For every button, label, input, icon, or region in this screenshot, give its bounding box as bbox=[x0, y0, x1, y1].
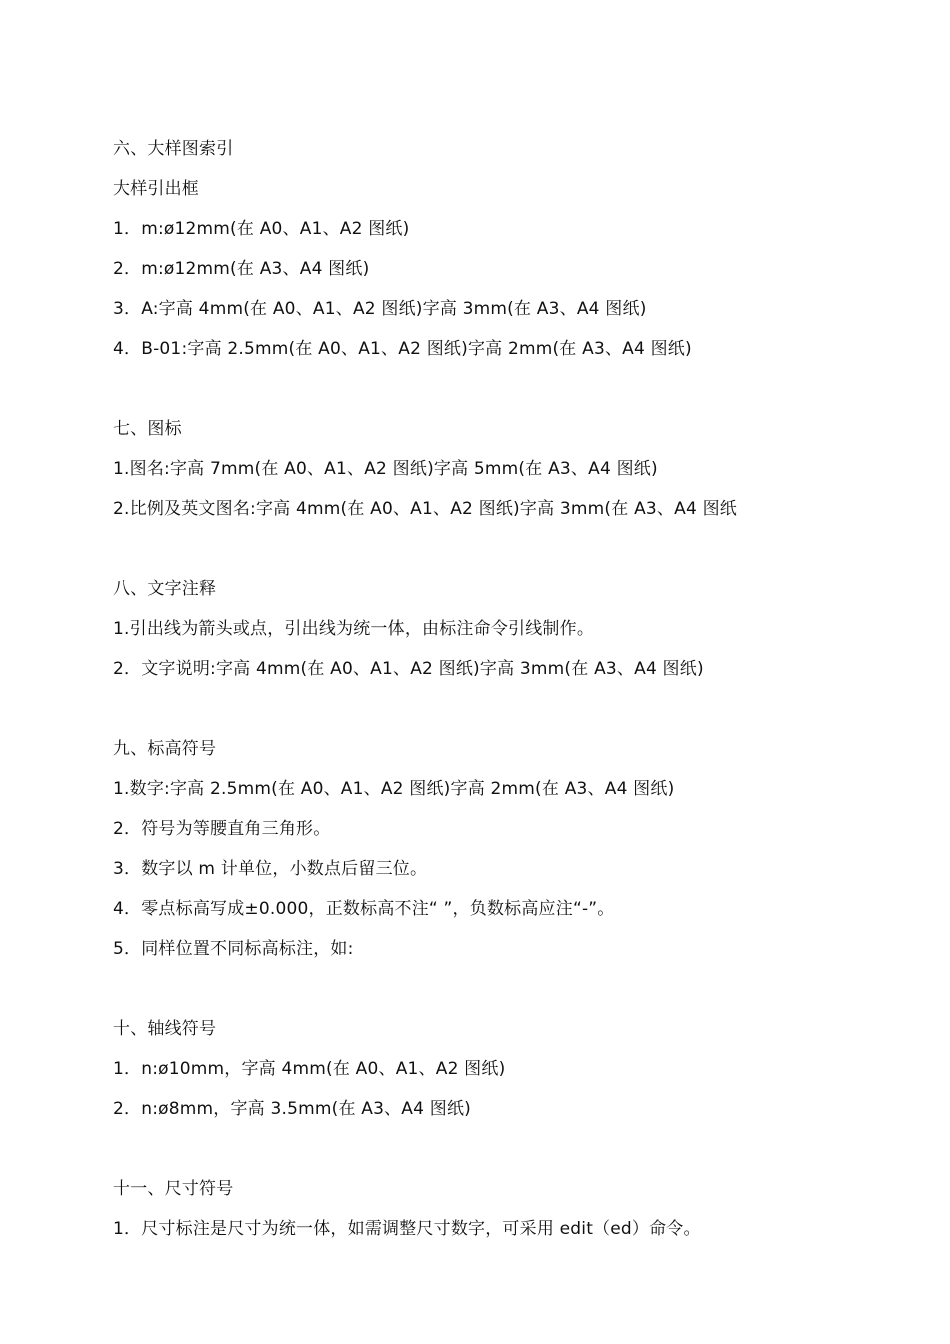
section-heading: 六、大样图索引 bbox=[113, 139, 234, 159]
section-text-annotation bbox=[113, 572, 913, 692]
list-item: 1．n:ø10mm，字高 4mm(在 A0、A1、A2 图纸) bbox=[113, 1059, 506, 1079]
list-item: 1．尺寸标注是尺寸为统一体，如需调整尺寸数字，可采用 edit（ed）命令。 bbox=[113, 1219, 701, 1239]
spacer bbox=[113, 972, 913, 1012]
section-elevation-symbol bbox=[113, 732, 913, 972]
list-item: 1.数字:字高 2.5mm(在 A0、A1、A2 图纸)字高 2mm(在 A3、A4 图纸) bbox=[113, 779, 675, 799]
section-heading: 九、标高符号 bbox=[113, 739, 217, 759]
list-item: 1．m:ø12mm(在 A0、A1、A2 图纸) bbox=[113, 219, 410, 239]
section-axis-symbol bbox=[113, 1012, 913, 1132]
body-line: 大样引出框 bbox=[113, 179, 199, 199]
document-body bbox=[113, 132, 913, 1252]
section-heading: 八、文字注释 bbox=[113, 579, 217, 599]
section-heading: 十一、尺寸符号 bbox=[113, 1179, 234, 1199]
spacer bbox=[113, 1132, 913, 1172]
list-item: 1.图名:字高 7mm(在 A0、A1、A2 图纸)字高 5mm(在 A3、A4 图纸) bbox=[113, 459, 658, 479]
list-item: 3．A:字高 4mm(在 A0、A1、A2 图纸)字高 3mm(在 A3、A4 图纸) bbox=[113, 299, 647, 319]
section-title-block bbox=[113, 412, 913, 532]
list-item: 4．零点标高写成±0.000，正数标高不注“ ”，负数标高应注“-”。 bbox=[113, 899, 615, 919]
spacer bbox=[113, 532, 913, 572]
list-item: 2．文字说明:字高 4mm(在 A0、A1、A2 图纸)字高 3mm(在 A3、A4 图纸) bbox=[113, 659, 704, 679]
list-item: 4．B-01:字高 2.5mm(在 A0、A1、A2 图纸)字高 2mm(在 A3、A4 图纸) bbox=[113, 339, 692, 359]
spacer bbox=[113, 372, 913, 412]
list-item: 2．符号为等腰直角三角形。 bbox=[113, 819, 331, 839]
section-heading: 十、轴线符号 bbox=[113, 1019, 217, 1039]
section-heading: 七、图标 bbox=[113, 419, 182, 439]
section-dimension-symbol bbox=[113, 1172, 913, 1252]
list-item: 2．n:ø8mm，字高 3.5mm(在 A3、A4 图纸) bbox=[113, 1099, 471, 1119]
list-item: 2．m:ø12mm(在 A3、A4 图纸) bbox=[113, 259, 370, 279]
list-item: 1.引出线为箭头或点，引出线为统一体，由标注命令引线制作。 bbox=[113, 619, 595, 639]
list-item: 2.比例及英文图名:字高 4mm(在 A0、A1、A2 图纸)字高 3mm(在 A3、A4 图纸 bbox=[113, 499, 737, 519]
list-item: 3．数字以 m 计单位，小数点后留三位。 bbox=[113, 859, 428, 879]
list-item: 5．同样位置不同标高标注，如: bbox=[113, 939, 354, 959]
spacer bbox=[113, 692, 913, 732]
section-detail-index bbox=[113, 132, 913, 372]
